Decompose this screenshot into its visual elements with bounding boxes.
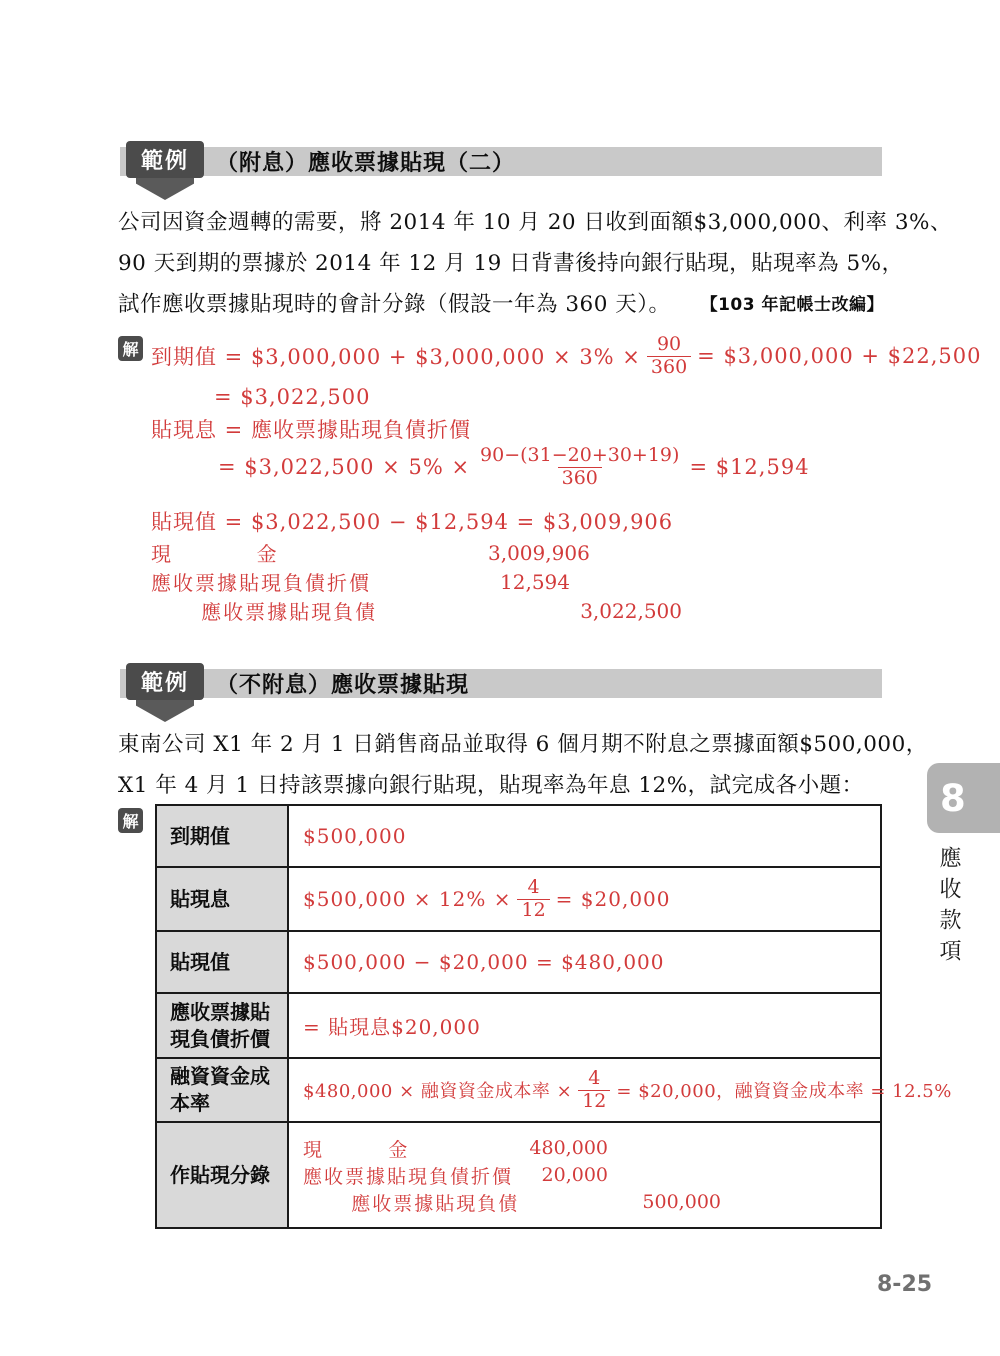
proceeds-line: 貼現值 = $3,022,500 − $12,594 = $3,009,906 <box>151 510 674 534</box>
table-row-discount-interest <box>157 868 880 932</box>
example1-banner-tail <box>136 176 194 200</box>
journal-account: 應收票據貼現負債折價 <box>303 1165 514 1188</box>
fraction-numerator: 4 <box>588 1066 601 1089</box>
formula-suffix: = $20,000，融資資金成本率 = 12.5% <box>616 1081 952 1102</box>
journal-row-liability <box>303 1189 880 1216</box>
journal-row-liability <box>151 596 682 625</box>
journal-account: 應收票據貼現負債 <box>303 1192 520 1215</box>
fraction-90-360 <box>647 334 691 379</box>
example1-journal-entry <box>151 538 682 625</box>
fraction-denominator: 360 <box>647 356 691 379</box>
discount-suffix: = $12,594 <box>689 455 810 479</box>
example2-body-line1: 東南公司 X1 年 2 月 1 日銷售商品並取得 6 個月期不附息之票據面額$500,000， <box>118 732 928 757</box>
journal-row-discount <box>303 1162 880 1189</box>
maturity-prefix: 到期值 = $3,000,000 + $3,000,000 × 3% × <box>151 345 641 369</box>
fraction-denominator: 12 <box>578 1090 610 1113</box>
example2-solution-badge: 解 <box>118 808 143 833</box>
example2-banner-tail <box>136 698 194 722</box>
example2-body <box>118 722 928 804</box>
table-row-journal-entry <box>157 1123 880 1227</box>
maturity-suffix: = $3,000,000 + $22,500 <box>697 344 982 368</box>
row-content <box>289 868 880 930</box>
example2-body-line2: X1 年 4 月 1 日持該票據向銀行貼現，貼現率為年息 12%，試完成各小題： <box>118 773 864 798</box>
formula-prefix: $480,000 × 融資資金成本率 × <box>303 1081 573 1102</box>
fraction-denominator: 360 <box>558 467 602 490</box>
example1-badge: 範例 <box>126 141 204 178</box>
maturity-result-line: = $3,022,500 <box>214 385 371 409</box>
fraction-numerator: 4 <box>527 875 540 898</box>
example2-header-bar <box>120 669 882 698</box>
journal-row-cash <box>303 1135 880 1162</box>
row-label: 應收票據貼現負債折價 <box>157 994 289 1057</box>
row-label: 貼現息 <box>157 868 289 930</box>
discount-interest-calc-line <box>218 440 810 494</box>
table-row-maturity <box>157 806 880 868</box>
chapter-title-vertical: 應收款項 <box>936 846 961 970</box>
discount-interest-definition: 貼現息 = 應收票據貼現負債折價 <box>151 418 471 442</box>
row-label: 融資資金成本率 <box>157 1059 289 1121</box>
fraction-numerator: 90−(31−20+30+19) <box>480 443 680 466</box>
journal-account: 現 金 <box>303 1138 410 1161</box>
row-label: 到期值 <box>157 806 289 866</box>
example1-header-bar <box>120 147 882 176</box>
example1-body-line3 <box>118 282 884 323</box>
example1-attribution: 【103 年記帳士改編】 <box>700 295 884 315</box>
journal-account: 應收票據貼現負債折價 <box>151 571 371 595</box>
discount-prefix: = $3,022,500 × 5% × <box>218 455 471 479</box>
journal-debit-amount: 12,594 <box>500 569 570 594</box>
table-row-financing-cost-rate <box>157 1059 952 1123</box>
example2-badge: 範例 <box>126 663 204 700</box>
formula-suffix: = $20,000 <box>555 887 671 911</box>
row-content: = 貼現息$20,000 <box>303 1015 481 1039</box>
journal-debit-amount: 20,000 <box>541 1164 608 1186</box>
example2-title: （不附息）應收票據貼現 <box>216 673 470 698</box>
journal-account: 應收票據貼現負債 <box>151 600 378 624</box>
fraction-days-360 <box>476 445 683 490</box>
journal-credit-amount: 500,000 <box>642 1191 721 1213</box>
row-label: 作貼現分錄 <box>157 1123 289 1227</box>
row-content: $500,000 <box>303 824 407 848</box>
row-content: $500,000 − $20,000 = $480,000 <box>303 950 665 974</box>
example1-solution <box>118 332 982 632</box>
fraction-4-12 <box>578 1068 610 1113</box>
table-row-discounted-value <box>157 932 880 994</box>
row-label: 貼現值 <box>157 932 289 992</box>
journal-debit-amount: 3,009,906 <box>488 540 590 565</box>
maturity-value-line <box>151 332 981 380</box>
journal-debit-amount: 480,000 <box>529 1137 608 1159</box>
formula-prefix: $500,000 × 12% × <box>303 887 512 911</box>
fraction-denominator: 12 <box>517 899 549 922</box>
example1-body-line3-text: 試作應收票據貼現時的會計分錄（假設一年為 360 天）。 <box>118 292 671 317</box>
example1-title: （附息）應收票據貼現（二） <box>216 151 516 176</box>
row-content <box>289 1059 956 1121</box>
journal-row-discount <box>151 567 682 596</box>
example1-body-line2: 90 天到期的票據於 2014 年 12 月 19 日背書後持向銀行貼現，貼現率為 5%， <box>118 251 904 276</box>
page-number: 8-25 <box>877 1272 933 1297</box>
table-row-liability-discount <box>157 994 880 1059</box>
example1-solution-badge: 解 <box>118 336 143 361</box>
example1-body-line1: 公司因資金週轉的需要，將 2014 年 10 月 20 日收到面額$3,000,000、利率 3%、 <box>118 210 952 235</box>
chapter-tab <box>927 763 1000 833</box>
journal-account: 現 金 <box>151 542 279 566</box>
journal-row-cash <box>151 538 682 567</box>
example2-journal-entry <box>289 1123 880 1227</box>
example1-body <box>118 200 952 323</box>
fraction-4-12 <box>517 877 549 922</box>
chapter-number: 8 <box>940 776 966 820</box>
fraction-numerator: 90 <box>656 332 682 355</box>
journal-credit-amount: 3,022,500 <box>580 598 682 623</box>
